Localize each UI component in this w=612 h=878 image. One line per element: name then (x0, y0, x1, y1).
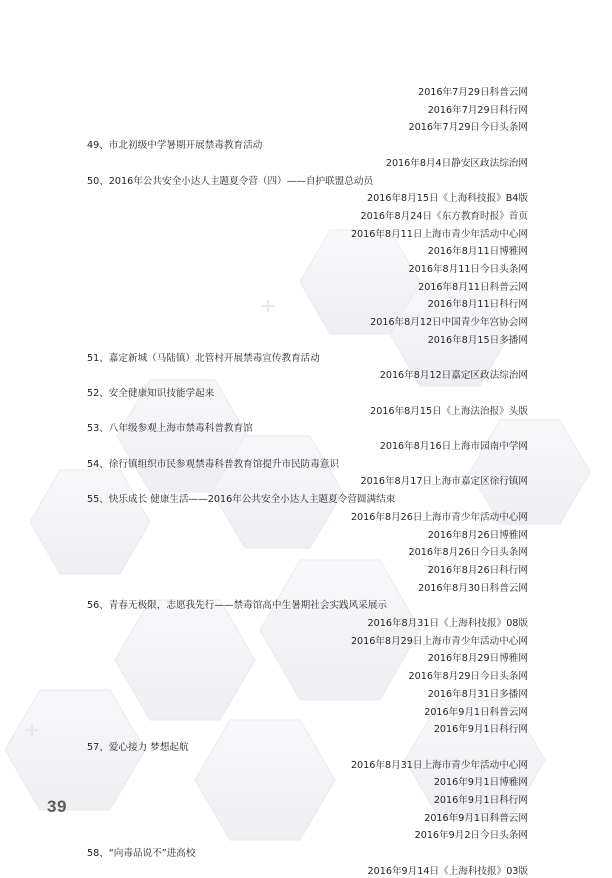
article-title: 51、嘉定新城（马陆镇）北管村开展禁毒宣传教育活动 (87, 352, 320, 364)
source-citation: 2016年8月4日静安区政法综治网 (385, 157, 528, 169)
source-citation: 2016年9月14日《上海科技报》03版 (367, 865, 528, 877)
article-title: 57、爱心接力 梦想起航 (87, 741, 189, 753)
source-citation: 2016年8月11日科行网 (427, 299, 528, 311)
source-citation: 2016年8月15日《上海法治报》头版 (370, 405, 528, 417)
page-number: 39 (47, 797, 67, 816)
source-citation: 2016年8月11日上海市青少年活动中心网 (350, 228, 528, 240)
article-title: 50、2016年公共安全小达人主题夏令营（四）——自护联盟总动员 (87, 175, 374, 187)
source-citation: 2016年9月1日科行网 (433, 795, 528, 806)
article-title: 54、徐行镇组织市民参观禁毒科普教育馆提升市民防毒意识 (87, 458, 340, 470)
article-title: 53、八年级参观上海市禁毒科普教育馆 (87, 423, 253, 435)
source-citation: 2016年8月12日嘉定区政法综治网 (379, 370, 528, 382)
source-citation: 2016年8月17日上海市嘉定区徐行镇网 (360, 476, 528, 488)
source-citation: 2016年8月12日中国青少年宫协会网 (370, 317, 528, 329)
source-citation: 2016年8月11日博雅网 (427, 246, 528, 258)
article-title: 56、青春无极限，志愿我先行——禁毒馆高中生暑期社会实践风采展示 (87, 600, 388, 612)
source-citation: 2016年8月29日今日头条网 (408, 671, 528, 683)
source-citation: 2016年8月11日科普云网 (418, 281, 528, 293)
source-citation: 2016年9月2日今日头条网 (414, 830, 528, 842)
article-title: 49、市北初级中学暑期开展禁毒教育活动 (87, 140, 263, 152)
source-citation: 2016年8月15日《上海科技报》B4版 (367, 193, 528, 205)
source-citation: 2016年7月29日科普云网 (418, 87, 528, 98)
source-citation: 2016年8月26日今日头条网 (408, 547, 528, 559)
source-citation: 2016年7月29日今日头条网 (408, 122, 528, 134)
article-title: 55、快乐成长 健康生活——2016年公共安全小达人主题夏令营圆满结束 (87, 494, 396, 506)
source-citation: 2016年8月24日《东方教育时报》首页 (360, 210, 528, 222)
source-citation: 2016年8月16日上海市园南中学网 (379, 441, 528, 452)
source-citation: 2016年8月31日上海市青少年活动中心网 (350, 759, 528, 771)
source-citation: 2016年8月26日上海市青少年活动中心网 (350, 511, 528, 523)
source-citation: 2016年7月29日科行网 (427, 104, 528, 116)
article-title: 52、安全健康知识技能学起来 (87, 387, 215, 399)
source-citation: 2016年8月29日博雅网 (427, 653, 528, 665)
source-citation: 2016年8月15日多播网 (427, 334, 528, 346)
source-citation: 2016年9月1日科普云网 (424, 812, 528, 824)
source-citation: 2016年8月30日科普云网 (418, 582, 528, 594)
source-citation: 2016年9月1日科普云网 (424, 706, 528, 718)
source-citation: 2016年8月31日《上海科技报》08版 (367, 618, 528, 629)
source-citation: 2016年9月1日科行网 (433, 724, 528, 736)
source-citation: 2016年9月1日博雅网 (433, 777, 528, 789)
source-citation: 2016年8月31日多播网 (427, 688, 528, 700)
source-citation: 2016年8月26日科行网 (427, 564, 528, 576)
source-citation: 2016年8月26日博雅网 (427, 529, 528, 541)
source-citation: 2016年8月29日上海市青少年活动中心网 (350, 635, 528, 647)
article-title: 58、“向毒品说不”进高校 (87, 848, 196, 860)
source-citation: 2016年8月11日今日头条网 (408, 264, 528, 275)
